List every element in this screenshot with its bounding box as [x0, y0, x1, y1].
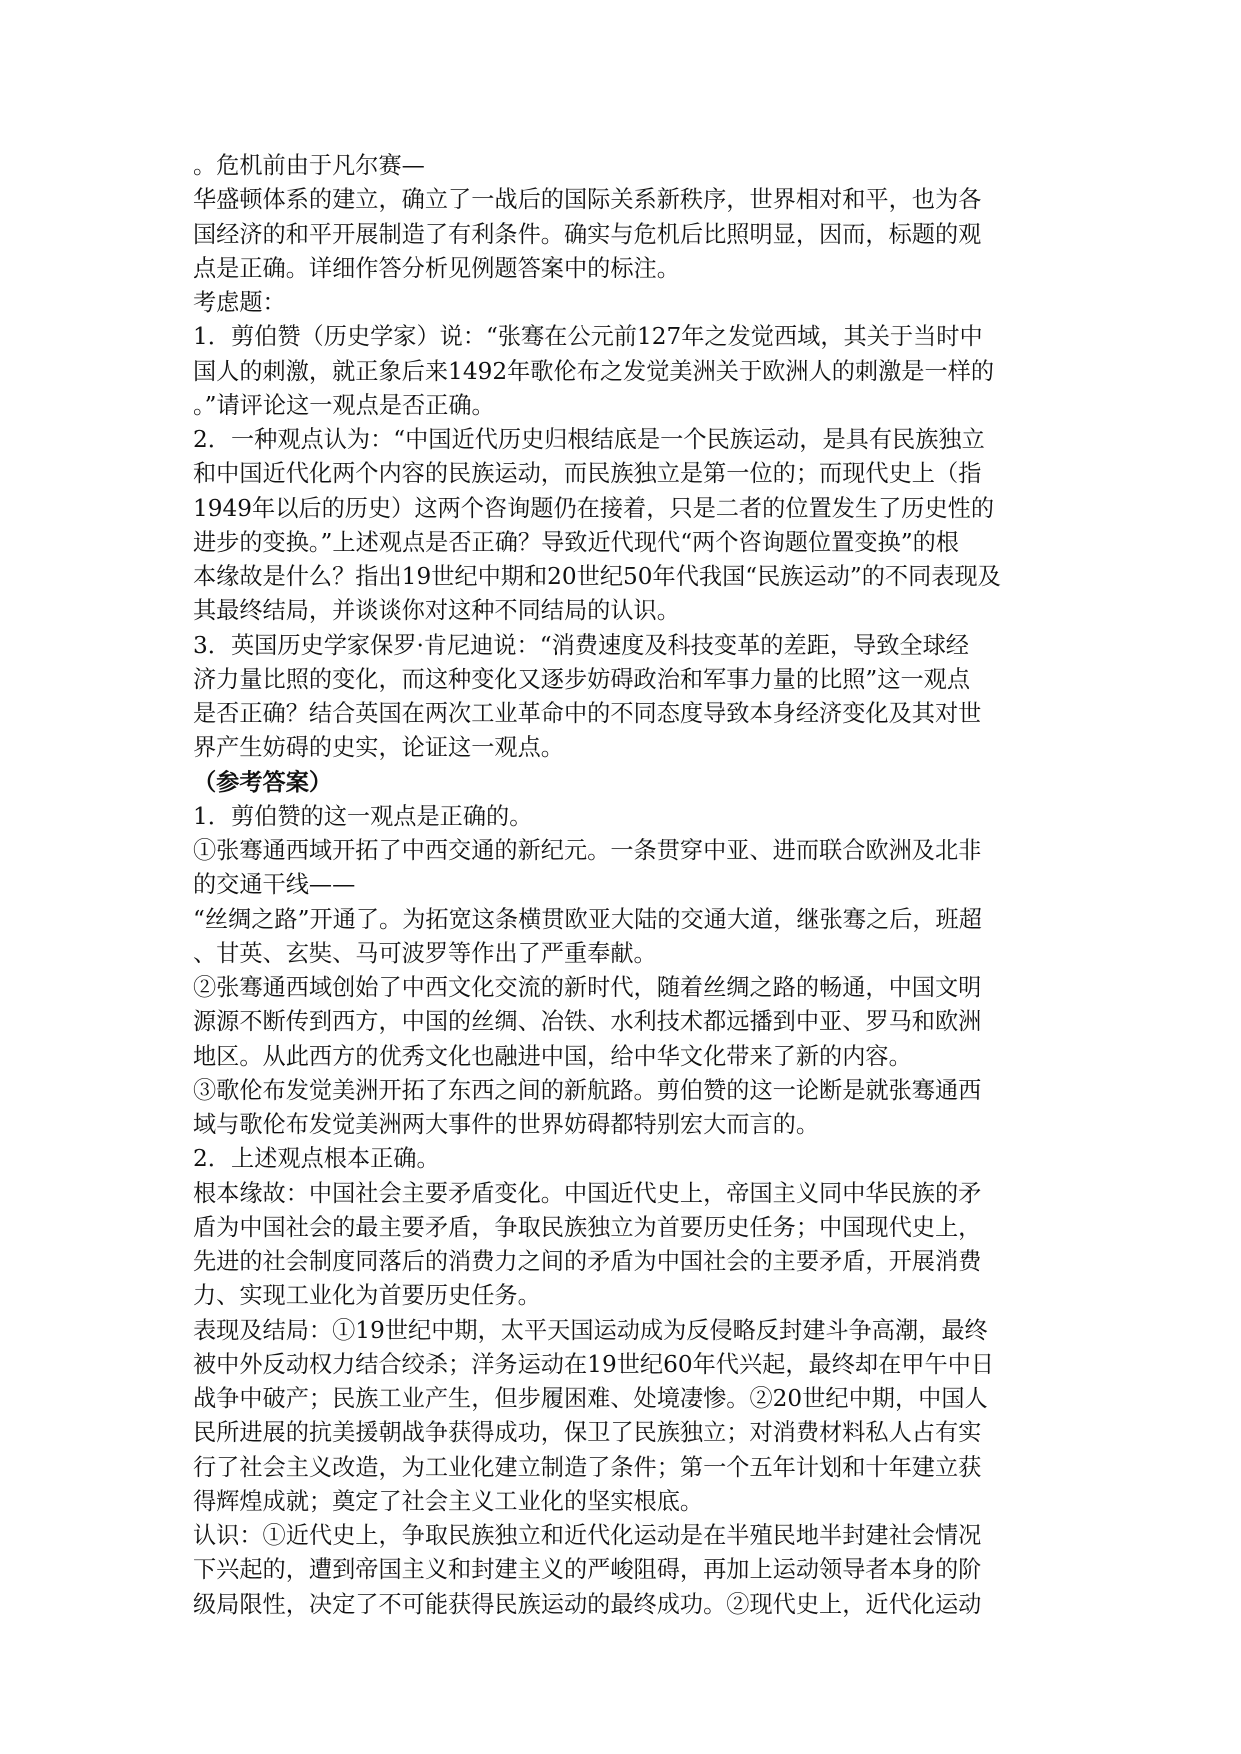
text-line: 2．上述观点根本正确。 [193, 1145, 440, 1173]
text-line: 盾为中国社会的最主要矛盾，争取民族独立为首要历史任务；中国现代史上， [193, 1213, 982, 1241]
text-line: 民所进展的抗美援朝战争获得成功，保卫了民族独立；对消费材料私人占有实 [193, 1419, 982, 1447]
text-line: 国经济的和平开展制造了有利条件。确实与危机后比照明显，因而，标题的观 [193, 220, 982, 248]
text-line: 考虑题： [193, 289, 286, 316]
text-line: 进步的变换。”上述观点是否正确？导致近代现代“两个咨询题位置变换”的根 [193, 528, 959, 556]
text-line: 根本缘故：中国社会主要矛盾变化。中国近代史上，帝国主义同中华民族的矛 [193, 1179, 982, 1207]
document-body [193, 149, 1053, 1622]
text-line: 地区。从此西方的优秀文化也融进中国，给中华文化带来了新的内容。 [193, 1042, 912, 1070]
text-line: 表现及结局：①19世纪中期，太平天国运动成为反侵略反封建斗争高潮，最终 [193, 1316, 988, 1344]
text-line: ②张骞通西域创始了中西文化交流的新时代，随着丝绸之路的畅通，中国文明 [193, 974, 982, 1001]
text-line: 2．一种观点认为：“中国近代历史归根结底是一个民族运动，是具有民族独立 [193, 426, 985, 453]
text-line: 战争中破产；民族工业产生，但步履困难、处境凄惨。②20世纪中期，中国人 [193, 1385, 988, 1412]
text-line: 是否正确？结合英国在两次工业革命中的不同态度导致本身经济变化及其对世 [193, 700, 982, 727]
text-line: “丝绸之路”开通了。为拓宽这条横贯欧亚大陆的交通大道，继张骞之后，班超 [193, 905, 982, 933]
text-line: 界产生妨碍的史实，论证这一观点。 [193, 734, 564, 762]
text-line: 其最终结局，并谈谈你对这种不同结局的认识。 [193, 597, 680, 625]
text-line: 华盛顿体系的建立，确立了一战后的国际关系新秩序，世界相对和平，也为各 [193, 186, 982, 214]
text-line: ①张骞通西域开拓了中西交通的新纪元。一条贯穿中亚、进而联合欧洲及北非 [193, 837, 982, 864]
text-line: 。”请评论这一观点是否正确。 [193, 391, 495, 419]
text-line: 被中外反动权力结合绞杀；洋务运动在19世纪60年代兴起，最终却在甲午中日 [193, 1350, 995, 1378]
text-line: 和中国近代化两个内容的民族运动，而民族独立是第一位的；而现代史上（指 [193, 460, 982, 488]
text-line: 。危机前由于凡尔赛— [193, 152, 425, 179]
text-line: 级局限性，决定了不可能获得民族运动的最终成功。②现代史上，近代化运动 [193, 1590, 982, 1618]
text-line: 1949年以后的历史）这两个咨询题仍在接着，只是二者的位置发生了历史性的 [193, 494, 995, 522]
text-line: 、甘英、玄奘、马可波罗等作出了严重奉献。 [193, 939, 657, 967]
text-line: 本缘故是什么？指出19世纪中期和20世纪50年代我国“民族运动”的不同表现及 [193, 563, 1001, 590]
section-heading: （参考答案） [193, 768, 333, 796]
text-line: 的交通干线—— [193, 871, 356, 899]
text-line: 认识：①近代史上，争取民族独立和近代化运动是在半殖民地半封建社会情况 [193, 1522, 982, 1549]
text-line: 下兴起的，遭到帝国主义和封建主义的严峻阻碍，再加上运动领导者本身的阶 [193, 1556, 982, 1584]
text-line: 1．剪伯赞（历史学家）说：“张骞在公元前127年之发觉西域，其关于当时中 [193, 323, 983, 351]
text-line: 1．剪伯赞的这一观点是正确的。 [193, 802, 533, 830]
text-line: 行了社会主义改造，为工业化建立制造了条件；第一个五年计划和十年建立获 [193, 1453, 982, 1481]
text-line: 点是正确。详细作答分析见例题答案中的标注。 [193, 254, 680, 282]
text-line: ③歌伦布发觉美洲开拓了东西之间的新航路。剪伯赞的这一论断是就张骞通西 [193, 1076, 982, 1104]
text-line: 得辉煌成就；奠定了社会主义工业化的坚实根底。 [193, 1487, 704, 1515]
text-line: 源源不断传到西方，中国的丝绸、冶铁、水利技术都远播到中亚、罗马和欧洲 [193, 1008, 982, 1036]
text-line: 先进的社会制度同落后的消费力之间的矛盾为中国社会的主要矛盾，开展消费 [193, 1248, 982, 1275]
text-line: 力、实现工业化为首要历史任务。 [193, 1282, 541, 1310]
text-line: 济力量比照的变化，而这种变化又逐步妨碍政治和军事力量的比照”这一观点 [193, 665, 971, 693]
text-line: 域与歌伦布发觉美洲两大事件的世界妨碍都特别宏大而言的。 [193, 1111, 820, 1138]
text-line: 国人的刺激，就正象后来1492年歌伦布之发觉美洲关于欧洲人的刺激是一样的 [193, 357, 995, 385]
text-line: 3．英国历史学家保罗·肯尼迪说：“消费速度及科技变革的差距，导致全球经 [193, 631, 969, 659]
